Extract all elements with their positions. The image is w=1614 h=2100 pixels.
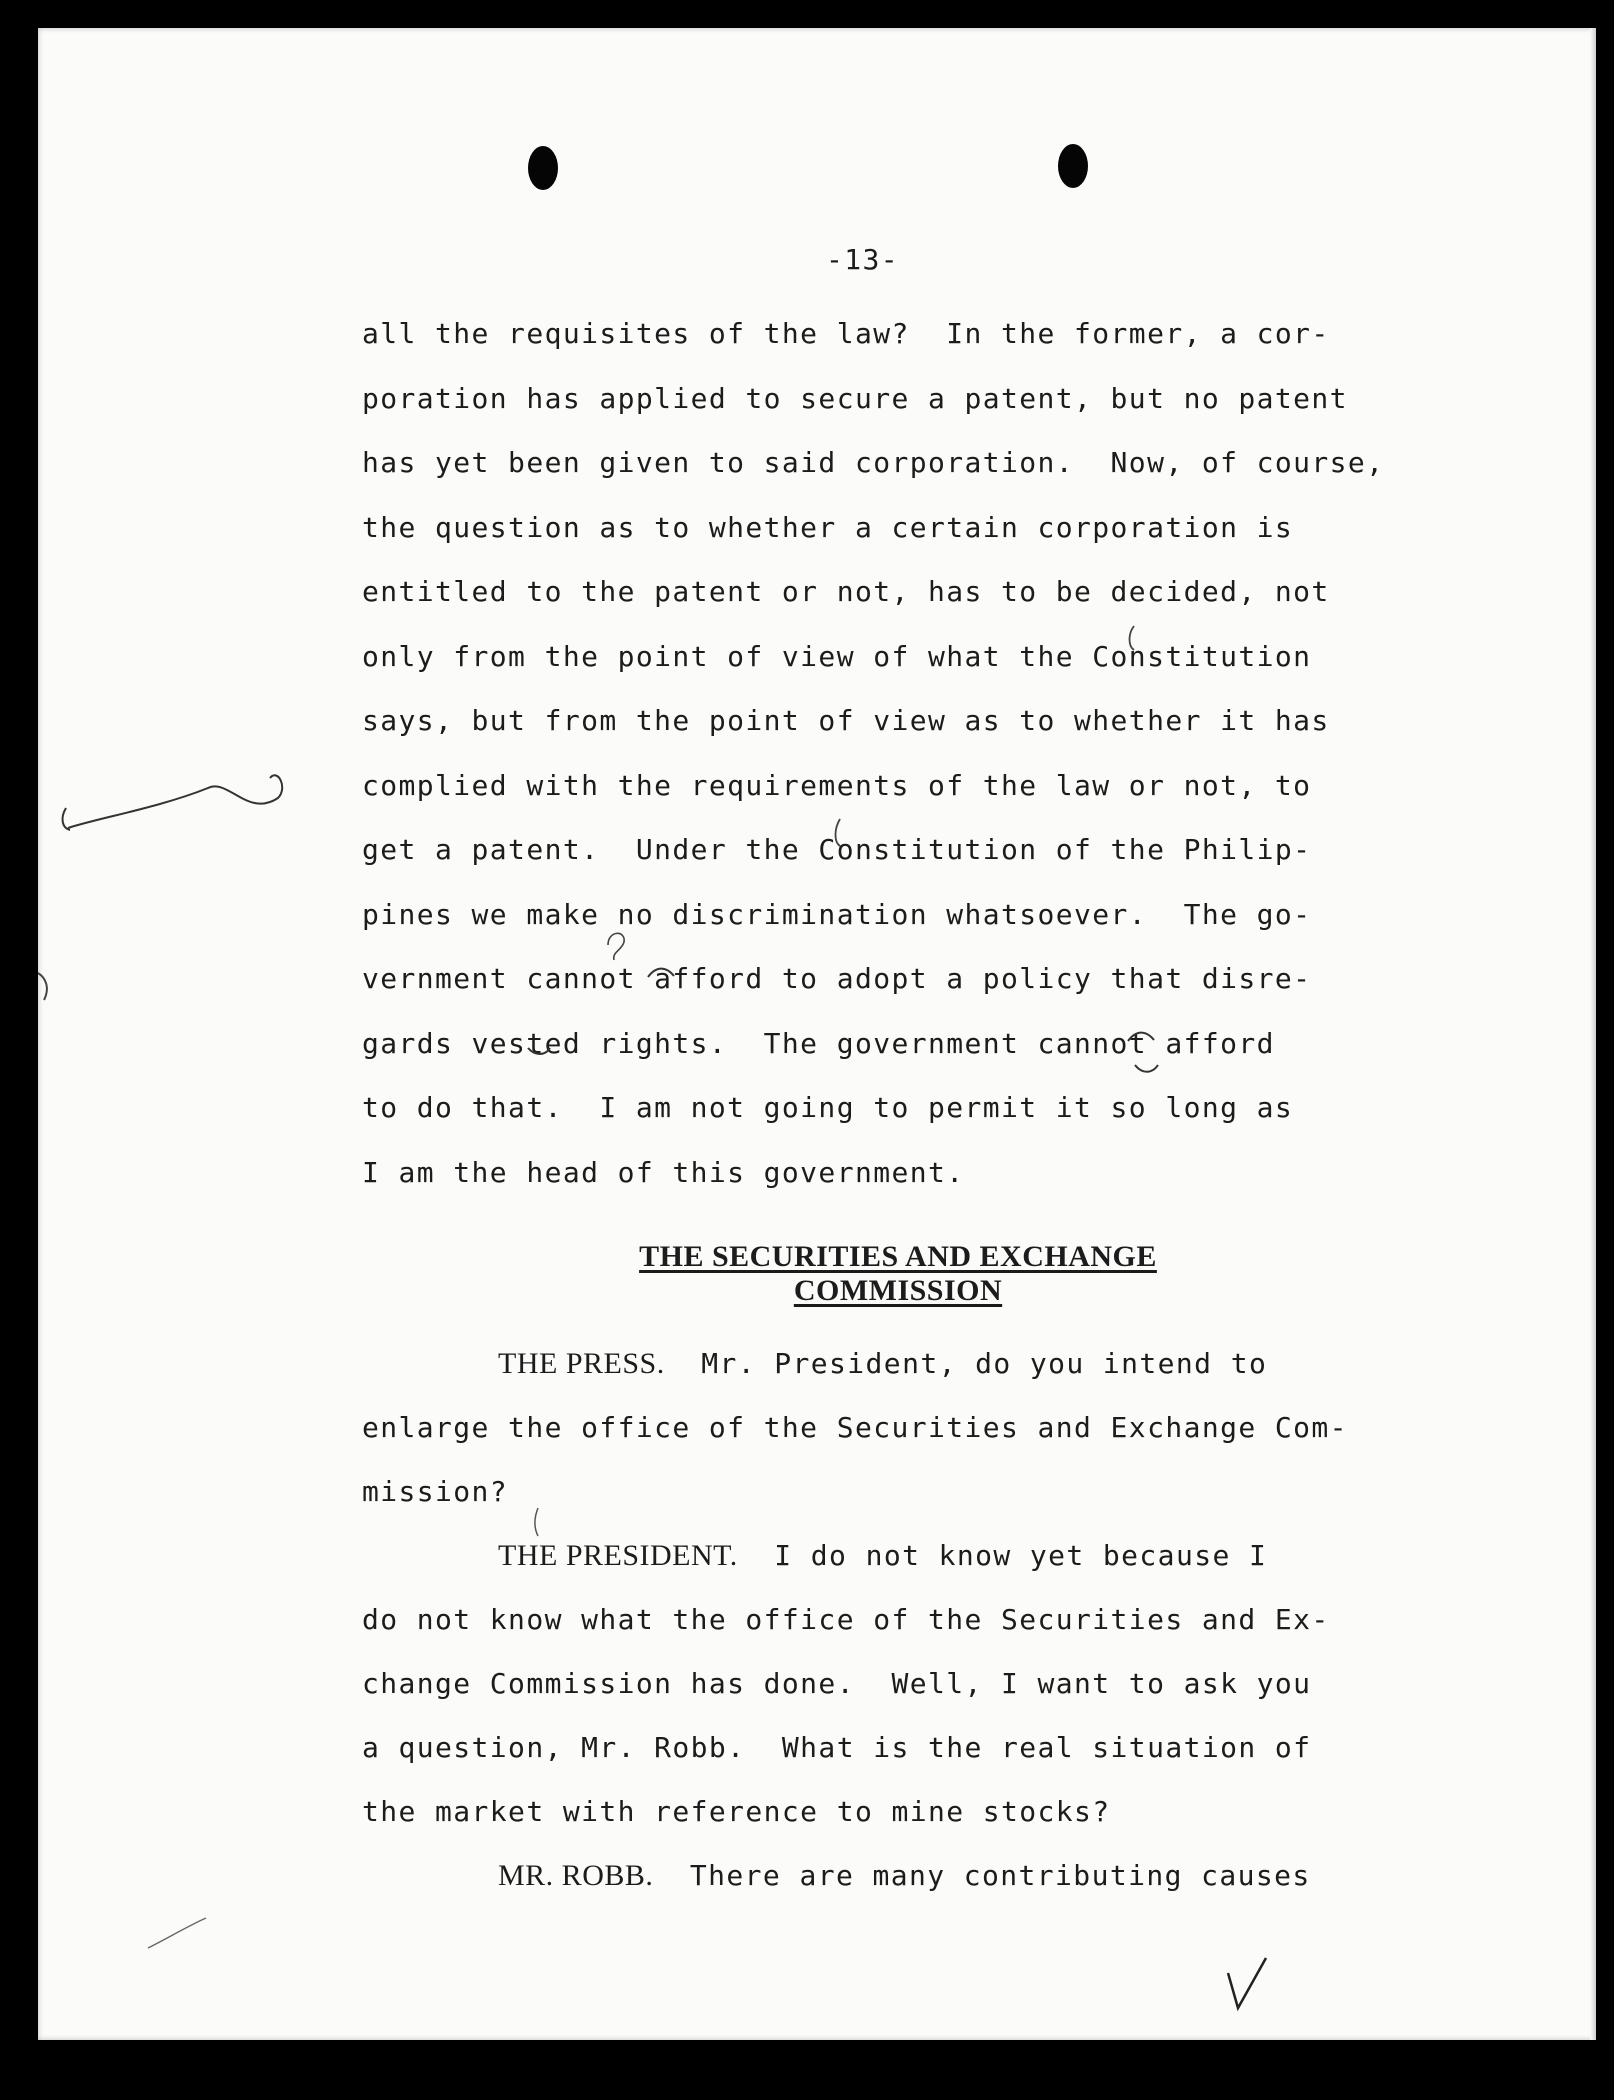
dialog-line (362, 1792, 1348, 1856)
dialog-text: the market with reference to mine stocks? (362, 1795, 1111, 1828)
dialog-text: a question, Mr. Robb. What is the real situation of (362, 1731, 1312, 1764)
dialog-text: There are many contributing causes (653, 1859, 1311, 1892)
speaker-label: THE PRESS. (498, 1347, 665, 1380)
margin-hook-mark (63, 808, 70, 830)
dialog-text: Mr. President, do you intend to (664, 1347, 1268, 1380)
text-line: has yet been given to said corporation. Now, of course, (362, 446, 1385, 479)
paper-edge (1590, 28, 1596, 2040)
text-line: the question as to whether a certain corporation is (362, 510, 1294, 544)
punch-hole-right (1058, 144, 1088, 188)
margin-squiggle-mark (68, 775, 282, 828)
text-line: all the requisites of the law? In the former, a cor- (362, 317, 1330, 350)
text-line: says, but from the point of view as to whether it has (362, 704, 1330, 737)
dialog-text: do not know what the office of the Securities and Ex- (362, 1603, 1330, 1636)
check-mark (1228, 1958, 1266, 2008)
punch-hole-left (528, 146, 558, 190)
text-line: complied with the requirements of the law or not, to (362, 768, 1312, 802)
dialog-text: change Commission has done. Well, I want to ask you (362, 1667, 1312, 1700)
speaker-label: MR. ROBB. (498, 1859, 654, 1892)
dialog-line (362, 1536, 1348, 1600)
dialog-line (362, 1856, 1348, 1920)
dialog-text: mission? (362, 1475, 509, 1508)
page-number: -13- (826, 243, 900, 276)
section-heading-line-1: THE SECURITIES AND EXCHANGE (639, 1240, 1157, 1273)
text-line: get a patent. Under the Constitution of the Philip- (362, 833, 1312, 866)
dialog-line (362, 1408, 1348, 1472)
text-line: to do that. I am not going to permit it so long as (362, 1091, 1294, 1124)
pencil-stroke (148, 1918, 206, 1948)
text-line: only from the point of view of what the Constitution (362, 639, 1312, 673)
text-line: entitled to the patent or not, has to be decided, not (362, 575, 1330, 608)
body-paragraph (362, 314, 1384, 1217)
text-line: vernment cannot afford to adopt a policy that disre- (362, 962, 1312, 995)
dialog-line (362, 1664, 1348, 1728)
text-line: poration has applied to secure a patent, but no patent (362, 381, 1348, 415)
dialog-line (362, 1600, 1348, 1664)
dialog-text: I do not know yet because I (737, 1539, 1268, 1572)
dialog-line (362, 1472, 1348, 1536)
text-line: pines we make no discrimination whatsoever. The go- (362, 897, 1312, 931)
dialog-line (362, 1344, 1348, 1408)
margin-tick-mark (38, 973, 47, 1000)
text-line: gards vested rights. The government cannot afford (362, 1026, 1275, 1060)
dialog-line (362, 1728, 1348, 1792)
paper-sheet (38, 28, 1596, 2040)
dialog-text: enlarge the office of the Securities and Exchange Com- (362, 1411, 1348, 1444)
dialog-transcript (362, 1344, 1348, 1920)
section-heading-line-2: COMMISSION (793, 1274, 1003, 1307)
text-line: I am the head of this government. (362, 1155, 965, 1189)
speaker-label: THE PRESIDENT. (498, 1539, 738, 1572)
